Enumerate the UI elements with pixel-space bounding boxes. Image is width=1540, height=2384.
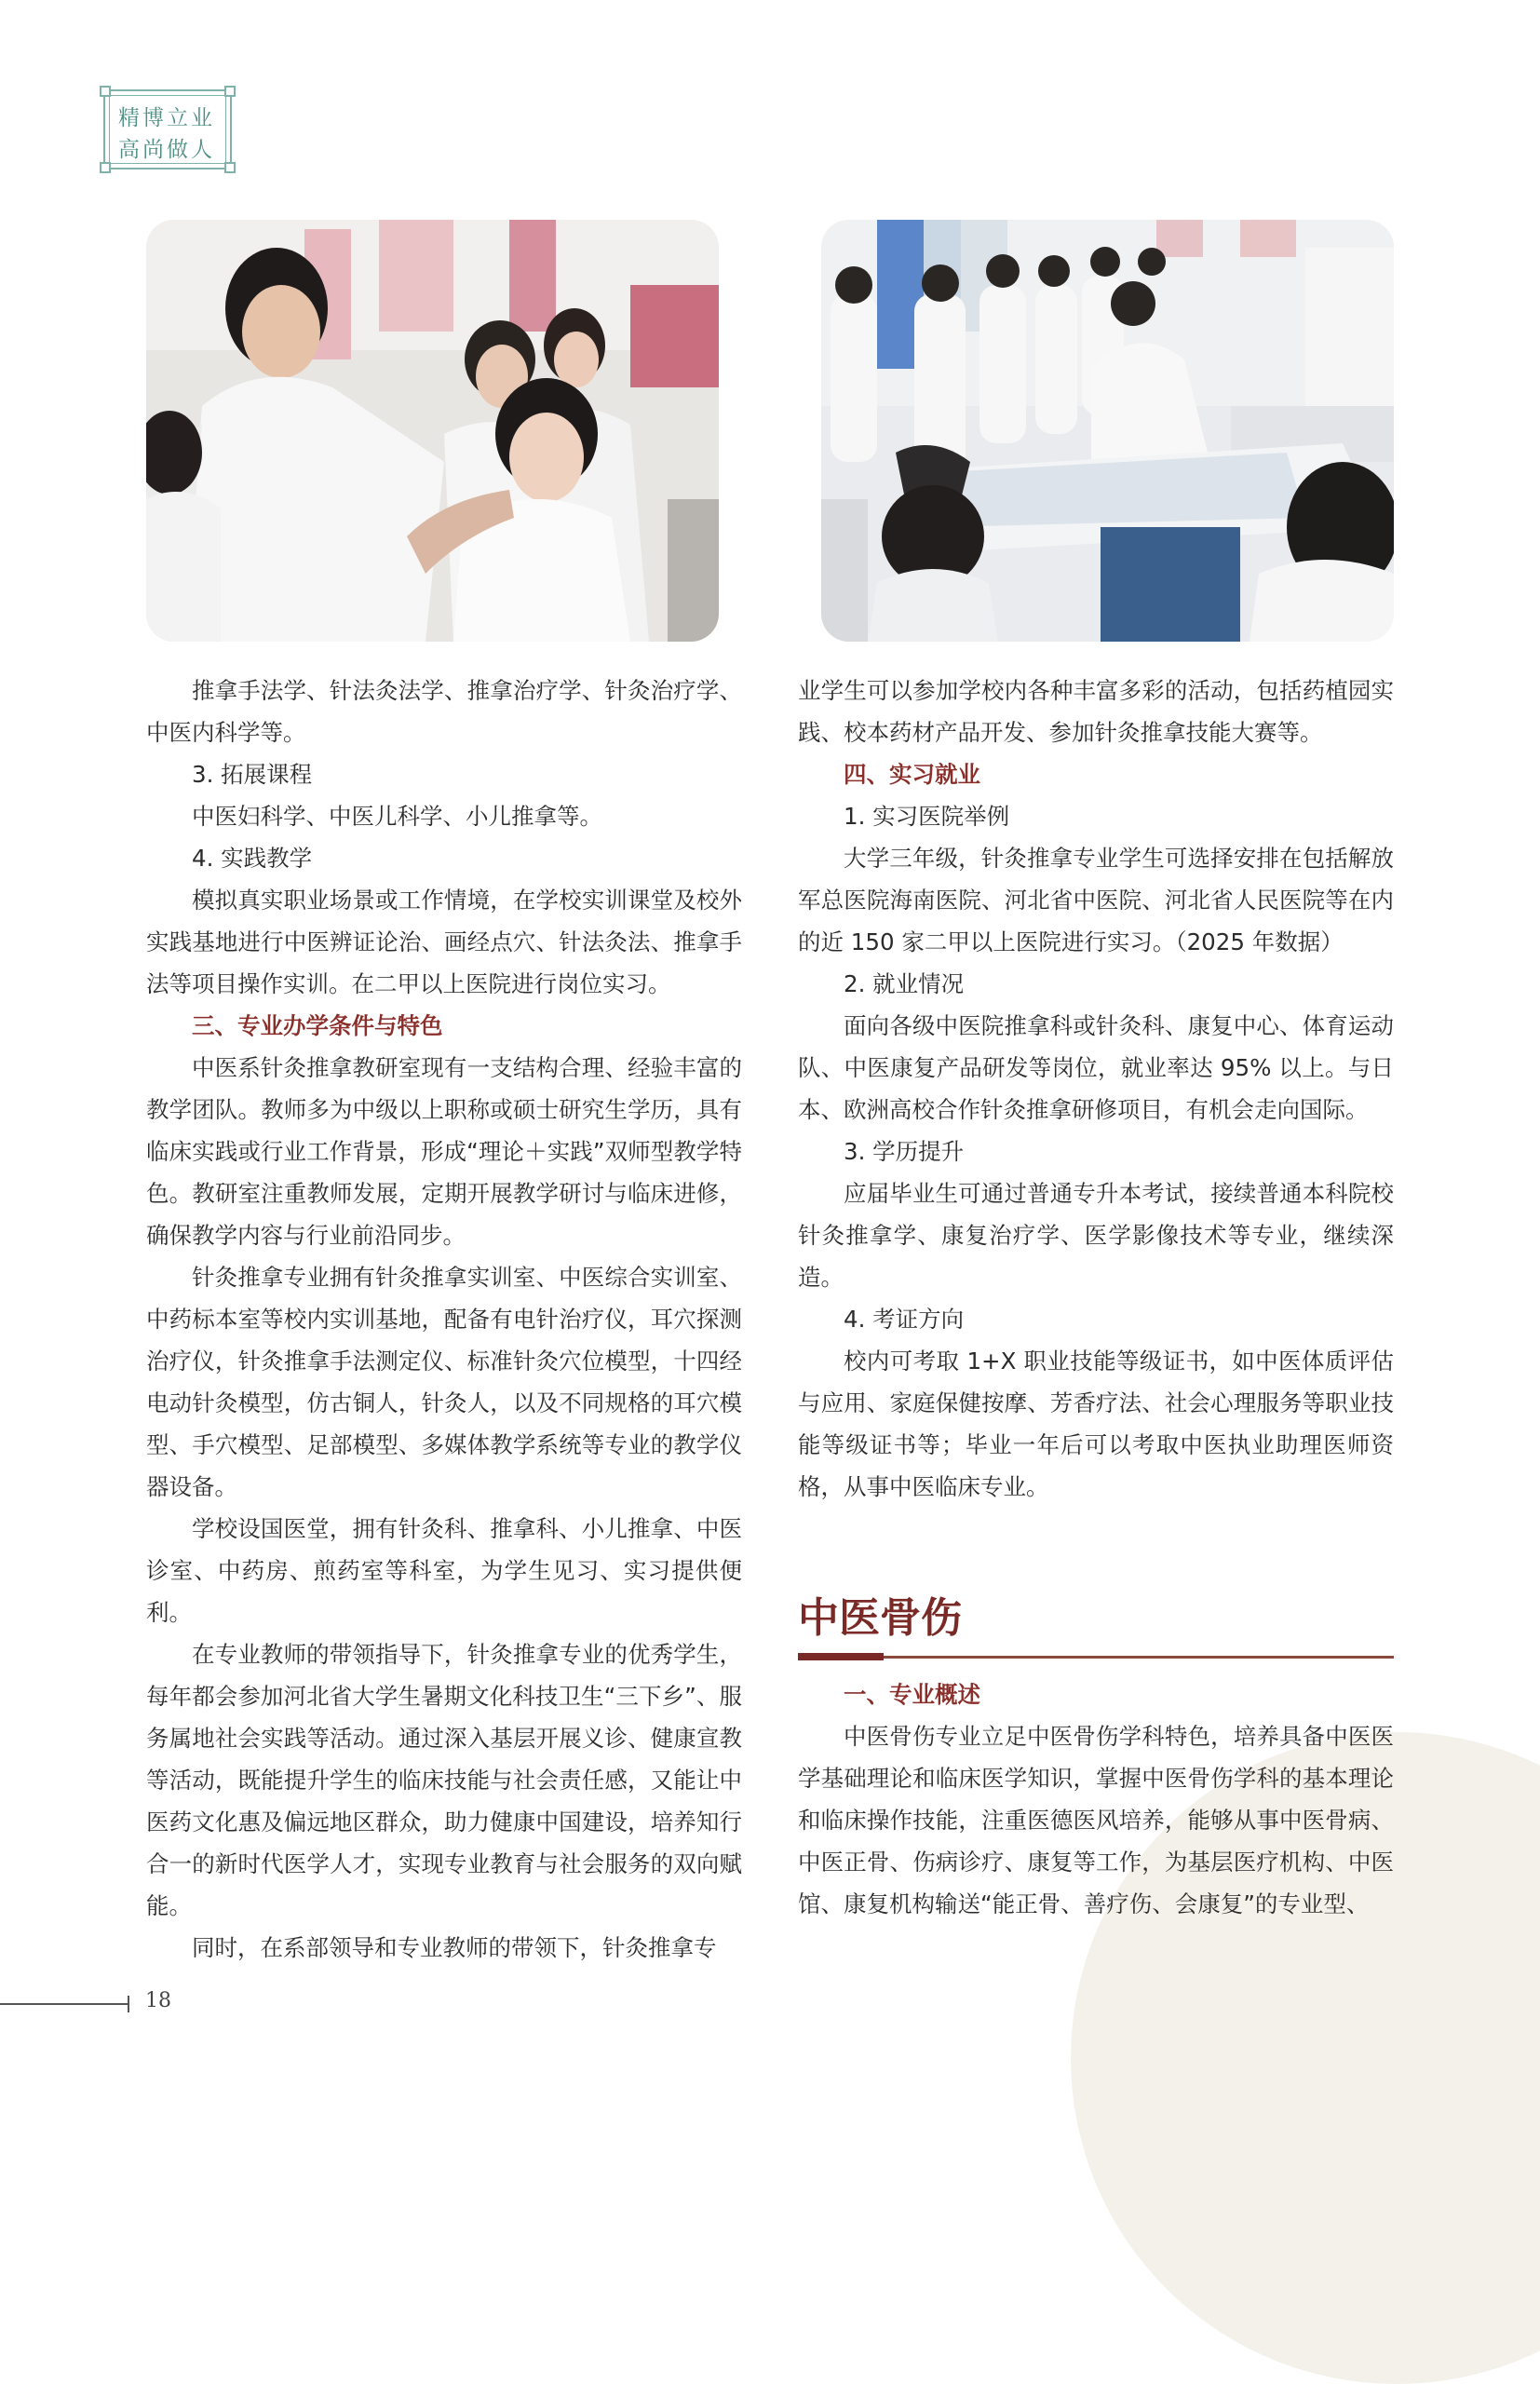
subheading-employment: 2. 就业情况	[844, 970, 965, 997]
left-text-column	[146, 670, 742, 1969]
subheading-practice-teaching: 4. 实践教学	[192, 845, 313, 872]
subheading-extended-courses: 3. 拓展课程	[192, 761, 313, 788]
paragraph: 业学生可以参加学校内各种丰富多彩的活动，包括药植园实践、校本药材产品开发、参加针灸推拿技能大赛等。	[798, 677, 1394, 746]
section-title-block	[798, 1591, 1394, 1659]
school-motto-seal	[103, 89, 232, 169]
paragraph: 校内可考取 1+X 职业技能等级证书，如中医体质评估与应用、家庭保健按摩、芳香疗法、社会心理服务等职业技能等级证书等；毕业一年后可以考取中医执业助理医师资格，从事中医临床专业。	[798, 1348, 1394, 1500]
paragraph: 推拿手法学、针法灸法学、推拿治疗学、针灸治疗学、中医内科学等。	[146, 677, 742, 746]
paragraph: 中医妇科学、中医儿科学、小儿推拿等。	[192, 803, 602, 830]
paragraph: 在专业教师的带领指导下，针灸推拿专业的优秀学生，每年都会参加河北省大学生暑期文化科技卫生“三下乡”、服务属地社会实践等活动。通过深入基层开展义诊、健康宣教等活动，既能提升学生的临床技能与社会责任感，又能让中医药文化惠及偏远地区群众，助力健康中国建设，培养知行合一的新时代医学人才，实现专业教育与社会服务的双向赋能。	[146, 1641, 742, 1919]
paragraph: 中医骨伤专业立足中医骨伤学科特色，培养具备中医医学基础理论和临床医学知识，掌握中医骨伤学科的基本理论和临床操作技能，注重医德医风培养，能够从事中医骨病、中医正骨、伤病诊疗、康复等工作，为基层医疗机构、中医馆、康复机构输送“能正骨、善疗伤、会康复”的专业型、	[798, 1723, 1394, 1917]
paragraph: 应届毕业生可通过普通专升本考试，接续普通本科院校针灸推拿学、康复治疗学、医学影像技术等专业，继续深造。	[798, 1180, 1394, 1291]
subheading-degree: 3. 学历提升	[844, 1138, 965, 1165]
acupuncture-class-photo	[821, 220, 1394, 642]
paragraph: 面向各级中医院推拿科或针灸科、康复中心、体育运动队、中医康复产品研发等岗位，就业率达 95% 以上。与日本、欧洲高校合作针灸推拿研修项目，有机会走向国际。	[798, 1012, 1394, 1123]
section-heading-internship: 四、实习就业	[844, 761, 980, 788]
paragraph: 模拟真实职业场景或工作情境，在学校实训课堂及校外实践基地进行中医辨证论治、画经点穴、针法灸法、推拿手法等项目操作实训。在二甲以上医院进行岗位实习。	[146, 887, 742, 997]
paragraph: 针灸推拿专业拥有针灸推拿实训室、中医综合实训室、中药标本室等校内实训基地，配备有电针治疗仪，耳穴探测治疗仪，针灸推拿手法测定仪、标准针灸穴位模型，十四经电动针灸模型，仿古铜人，针灸人，以及不同规格的耳穴模型、手穴模型、足部模型、多媒体教学系统等专业的教学仪器设备。	[146, 1264, 742, 1500]
motto-line-2: 高尚做人	[118, 138, 215, 162]
paragraph: 大学三年级，针灸推拿专业学生可选择安排在包括解放军总医院海南医院、河北省中医院、河北省人民医院等在内的近 150 家二甲以上医院进行实习。（2025 年数据）	[798, 845, 1394, 955]
subheading-certificates: 4. 考证方向	[844, 1306, 965, 1333]
title-underline	[798, 1656, 1394, 1659]
right-text-column	[798, 670, 1394, 1508]
paragraph: 同时，在系部领导和专业教师的带领下，针灸推拿专	[192, 1934, 717, 1961]
teacher-demonstration-photo	[146, 220, 719, 642]
section-title: 中医骨伤	[798, 1594, 962, 1642]
motto-line-1: 精博立业	[118, 106, 215, 130]
section-heading-overview: 一、专业概述	[844, 1681, 980, 1708]
paragraph: 中医系针灸推拿教研室现有一支结构合理、经验丰富的教学团队。教师多为中级以上职称或硕士研究生学历，具有临床实践或行业工作背景，形成“理论＋实践”双师型教学特色。教研室注重教师发展，定期开展教学研讨与临床进修，确保教学内容与行业前沿同步。	[146, 1054, 742, 1249]
page-number: 18	[145, 1989, 171, 2012]
section-heading-conditions: 三、专业办学条件与特色	[192, 1012, 443, 1039]
footer-tick	[128, 1996, 129, 2012]
subheading-hospitals: 1. 实习医院举例	[844, 803, 1010, 830]
paragraph: 学校设国医堂，拥有针灸科、推拿科、小儿推拿、中医诊室、中药房、煎药室等科室，为学生见习、实习提供便利。	[146, 1515, 742, 1626]
orthopedics-text-column	[798, 1673, 1394, 1925]
footer-rule	[0, 2003, 128, 2005]
